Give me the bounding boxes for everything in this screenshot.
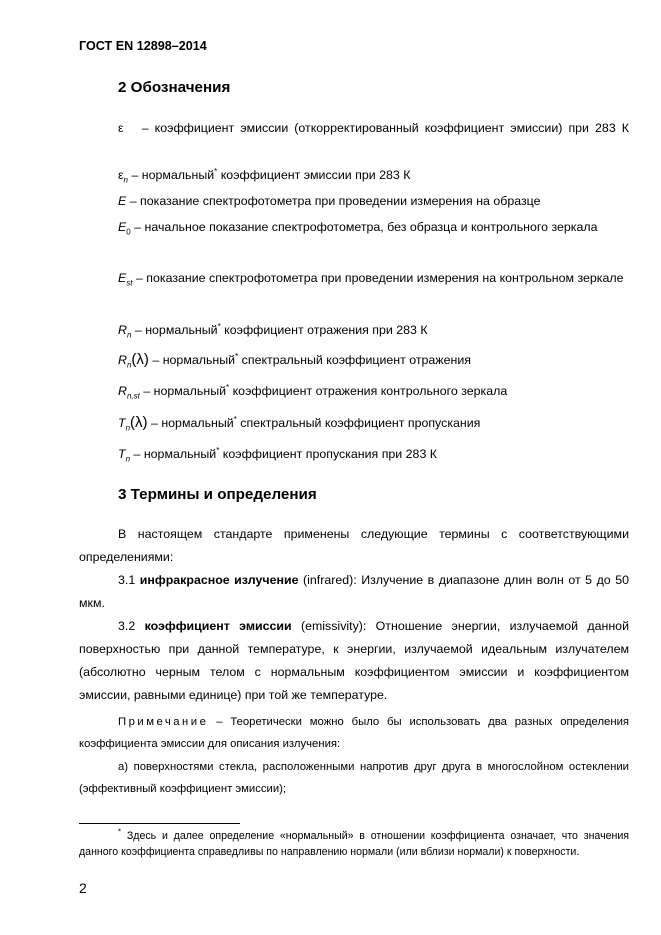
symbol-sub: n: [125, 423, 131, 433]
symbol-description: спектральный коэффициент отражения: [241, 353, 471, 367]
footnote-mark: *: [214, 166, 218, 176]
symbol-Rn-lambda: [79, 349, 629, 371]
symbol-char: ε: [118, 121, 124, 135]
symbol-char: R: [118, 384, 127, 398]
footnote-mark: *: [235, 351, 239, 361]
symbol-epsilon: [79, 117, 629, 139]
symbol-char: E: [118, 271, 127, 285]
document-header: ГОСТ EN 12898–2014: [79, 39, 207, 53]
symbol-sub: n: [126, 330, 132, 340]
term-3-2: [79, 615, 629, 707]
symbol-description: – показание спектрофотометра при проведении измерения на образце: [129, 194, 541, 208]
symbol-description: – начальное показание спектрофотометра, без образца и контрольного зеркала: [134, 220, 598, 234]
footnote-mark: *: [118, 827, 122, 837]
term-definition: Излучение в диапазоне длин волн от 5 до 50 мкм.: [79, 573, 629, 610]
symbol-description: коэффициент отражения при 283 К: [224, 323, 428, 337]
symbol-prefix: – нормальный: [133, 447, 217, 461]
symbol-description: коэффициент отражения контрольного зеркала: [232, 384, 508, 398]
term-3-1: [79, 569, 629, 615]
symbol-arg: (λ): [130, 414, 148, 431]
term-title: коэффициент эмиссии: [144, 619, 292, 633]
symbol-sub: n,st: [126, 391, 140, 401]
page-number: 2: [79, 880, 87, 896]
footnote-mark: *: [216, 445, 220, 455]
symbol-char: T: [118, 416, 126, 430]
note-label: Примечание: [118, 716, 209, 728]
section-2-title: 2 Обозначения: [118, 79, 231, 96]
symbol-prefix: – нормальный: [143, 384, 227, 398]
symbol-char: ε: [118, 168, 124, 182]
term-number: 3.1: [118, 573, 136, 587]
section-3-intro: [79, 523, 629, 569]
symbol-description: коэффициент эмиссии при 283 К: [220, 168, 411, 182]
symbol-arg: (λ): [131, 351, 149, 368]
symbol-char: R: [118, 353, 127, 367]
note-text: – Теоретически можно было бы использовать два разных определения коэффициента эмиссии для описания излучения:: [79, 716, 629, 750]
intro-text: В настоящем стандарте применены следующие термины с соответствующими определениями:: [79, 527, 629, 564]
symbol-epsilon-n: [79, 164, 629, 186]
symbol-char: E: [118, 220, 127, 234]
term-definition: Отношение энергии, излучаемой данной поверхностью при данной температуре, к энергии, излучаемой идеальным излучателем (абсолютно черным телом с нормальным коэффициентом эмиссии и коэффициентом эмиссии, равными единице) при той же температуре.: [79, 619, 629, 702]
term-english: (emissivity):: [300, 619, 367, 633]
footnote-divider: [79, 823, 240, 824]
symbol-description: спектральный коэффициент пропускания: [240, 416, 481, 430]
symbol-prefix: – нормальный: [131, 168, 215, 182]
footnote-mark: *: [217, 321, 221, 331]
term-number: 3.2: [118, 619, 136, 633]
symbol-sub: 0: [126, 227, 131, 237]
symbol-E: [79, 190, 629, 212]
symbol-Rn: [79, 319, 629, 341]
symbol-prefix: – нормальный: [134, 323, 218, 337]
symbol-Rn-st: [79, 380, 629, 402]
symbol-description: – коэффициент эмиссии (откорректированный коэффициент эмиссии) при 283 К: [141, 121, 629, 135]
symbol-description: – показание спектрофотометра при проведении измерения на контрольном зеркале: [135, 271, 624, 285]
symbol-Tn-lambda: [79, 412, 629, 434]
symbol-char: R: [118, 323, 127, 337]
footnote: [79, 828, 629, 860]
symbol-char: E: [118, 194, 127, 208]
symbol-Est: [79, 267, 629, 289]
symbol-description: коэффициент пропускания при 283 К: [222, 447, 438, 461]
term-english: (infrared):: [303, 573, 357, 587]
term-title: инфракрасное излучение: [139, 573, 299, 587]
footnote-text: Здесь и далее определение «нормальный» в отношении коэффициента означает, что значения данного коэффициента справедливы по направлению нормали (или вблизи нормали) к поверхности.: [79, 830, 629, 858]
footnote-mark: *: [233, 414, 237, 424]
symbol-Tn: [79, 443, 629, 465]
section-3-title: 3 Термины и определения: [118, 486, 317, 503]
symbol-E0: [79, 216, 629, 238]
note-item-a: [79, 757, 629, 800]
note-item-a-text: а) поверхностями стекла, расположенными напротив друг друга в многослойном остеклении (эффективный коэффициент эмиссии);: [79, 761, 629, 795]
symbol-prefix: – нормальный: [152, 353, 236, 367]
symbol-char: T: [118, 447, 126, 461]
symbol-sub: n: [123, 175, 128, 185]
note: [79, 712, 629, 755]
symbol-prefix: – нормальный: [150, 416, 234, 430]
symbol-sub: st: [126, 278, 133, 288]
symbol-sub: n: [125, 454, 131, 464]
symbol-sub: n: [126, 360, 132, 370]
footnote-mark: *: [226, 382, 230, 392]
